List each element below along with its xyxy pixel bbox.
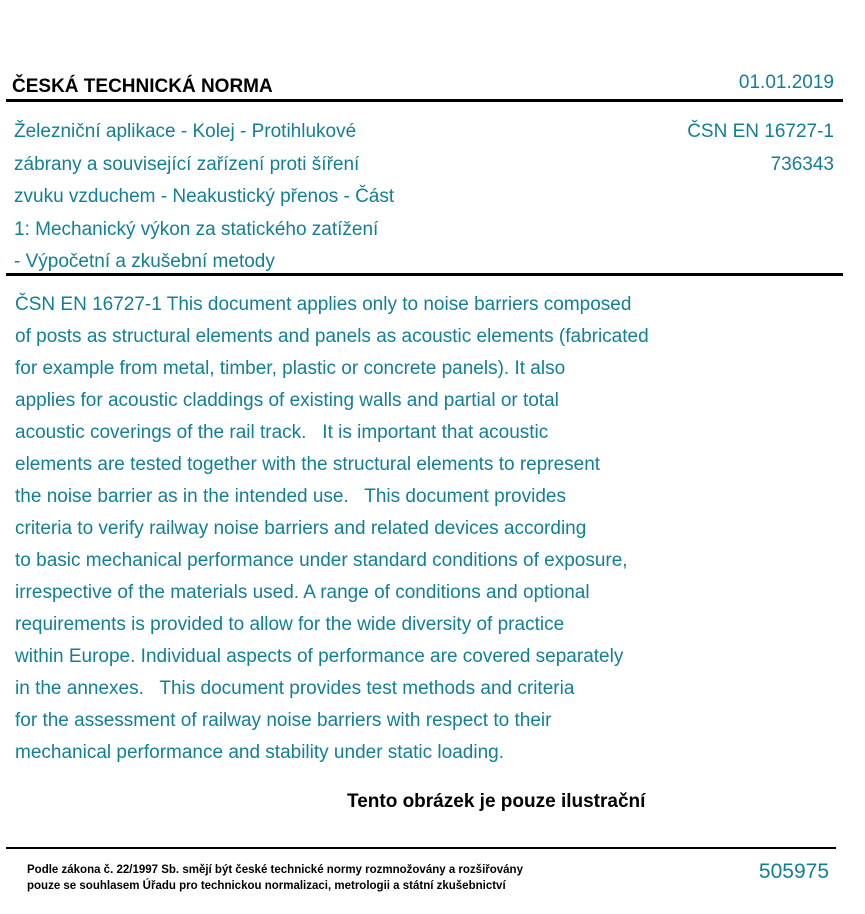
abstract-line: in the annexes. This document provides test methods and criteria [15, 678, 575, 699]
abstract-line: ČSN EN 16727-1 This document applies only to noise barriers composed [15, 294, 632, 315]
legal-notice-line: Podle zákona č. 22/1997 Sb. smějí být české technické normy rozmnožovány a rozšiřovány [27, 864, 523, 876]
standard-title-line: zábrany a související zařízení proti šíření [14, 153, 360, 175]
document-number: 505975 [758, 860, 829, 883]
abstract-line: to basic mechanical performance under standard conditions of exposure, [15, 550, 628, 571]
classification-number: 736343 [770, 153, 834, 175]
standard-title-line: - Výpočetní a zkušební metody [14, 251, 275, 272]
abstract-line: within Europe. Individual aspects of performance are covered separately [15, 646, 624, 667]
abstract-line: mechanical performance and stability under static loading. [15, 742, 504, 763]
abstract-line: for example from metal, timber, plastic or concrete panels). It also [15, 358, 566, 379]
standard-title-line: Železniční aplikace - Kolej - Protihlukové [14, 121, 357, 142]
header-divider [6, 99, 843, 102]
legal-notice [27, 862, 523, 894]
header-title: ČESKÁ TECHNICKÁ NORMA [12, 76, 273, 97]
abstract-line: requirements is provided to allow for the wide diversity of practice [15, 614, 565, 635]
abstract-line: of posts as structural elements and panels as acoustic elements (fabricated [15, 326, 649, 347]
abstract-line: acoustic coverings of the rail track. It is important that acoustic [15, 422, 549, 443]
illustrative-note: Tento obrázek je pouze ilustrační [347, 791, 646, 812]
abstract-line: irrespective of the materials used. A range of conditions and optional [15, 582, 590, 603]
abstract-line: for the assessment of railway noise barriers with respect to their [15, 710, 552, 731]
abstract [15, 289, 649, 769]
abstract-line: criteria to verify railway noise barriers and related devices according [15, 518, 587, 539]
title-divider [6, 273, 843, 276]
legal-notice-line: pouze se souhlasem Úřadu pro technickou normalizaci, metrologii a státní zkušebnictví [27, 880, 506, 892]
abstract-line: applies for acoustic claddings of existing walls and partial or total [15, 390, 559, 411]
standard-code: ČSN EN 16727-1 [687, 121, 834, 142]
abstract-line: elements are tested together with the structural elements to represent [15, 454, 601, 475]
standard-title [14, 116, 394, 279]
abstract-line: the noise barrier as in the intended use. This document provides [15, 486, 566, 507]
standard-title-line: 1: Mechanický výkon za statického zatížení [14, 218, 379, 240]
standard-title-line: zvuku vzduchem - Neakustický přenos - Část [14, 186, 395, 207]
issue-date: 01.01.2019 [738, 72, 834, 93]
footer-divider [6, 847, 836, 849]
